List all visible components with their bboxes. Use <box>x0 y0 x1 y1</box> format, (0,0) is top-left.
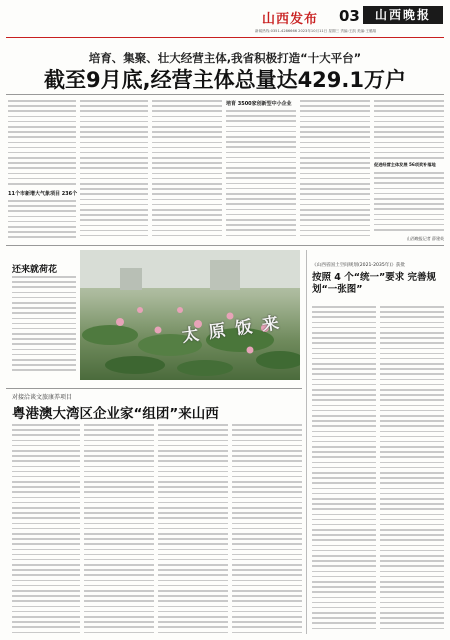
main-col-6-bottom <box>374 172 444 232</box>
story2-kicker: 对接洽谈文旅康养项目 <box>12 394 73 401</box>
main-col-4 <box>226 110 296 240</box>
main-col-5 <box>300 100 370 240</box>
story2-headline: 粤港澳大湾区企业家“组团”来山西 <box>12 406 219 422</box>
story3-rule <box>306 250 307 634</box>
story2-col-4 <box>232 424 302 634</box>
subhead-2: 培育 3500家创新型中小企业 <box>226 101 292 107</box>
subhead-3: 促进经营主体发展 56项奖补落地 <box>374 162 436 167</box>
lotus-photo <box>80 250 300 380</box>
main-col-1-top <box>8 100 76 188</box>
page-number: 03 <box>339 7 360 25</box>
story2-col-2 <box>84 424 154 634</box>
story2-col-1 <box>12 424 80 634</box>
main-col-3 <box>152 100 222 240</box>
main-kicker: 培育、集聚、壮大经营主体,我省积极打造“十大平台” <box>88 51 362 65</box>
main-col-1-bottom <box>8 200 76 240</box>
header-rule <box>6 37 444 38</box>
photo-overlay-text: 太 原 饭 来 <box>180 313 283 347</box>
photo-divider <box>6 388 302 389</box>
main-byline: 山西晚报记者 薛建英 <box>406 236 444 241</box>
subhead-1: 11个市新增大气象项目 236个 <box>8 191 78 197</box>
story3-headline: 按照 4 个“统一”要求 完善规划“一张图” <box>312 272 437 295</box>
headline-rule <box>6 94 444 95</box>
page-header <box>0 0 450 40</box>
section-divider <box>6 245 444 246</box>
header-info: 新闻热线:0351-4286666 2023年10月11日 星期三 责编:王凯 美编:王璐翔 <box>255 29 377 33</box>
photo-feature-title: 还来就荷花 <box>12 265 58 275</box>
masthead-logo <box>363 6 443 24</box>
story3-kicker: 《山西省国土空间规划(2021-2035年)》获批 <box>312 263 405 268</box>
main-col-6-top <box>374 100 444 160</box>
story2-col-3 <box>158 424 228 634</box>
story3-col-1 <box>312 306 376 634</box>
main-col-2 <box>80 100 148 240</box>
masthead-text: 山西晚报 <box>374 8 431 22</box>
section-name: 山西发布 <box>262 12 319 27</box>
photo-feature-text <box>12 276 76 372</box>
main-headline: 截至9月底,经营主体总量达429.1万户 <box>43 68 406 92</box>
story3-col-2 <box>380 306 444 634</box>
